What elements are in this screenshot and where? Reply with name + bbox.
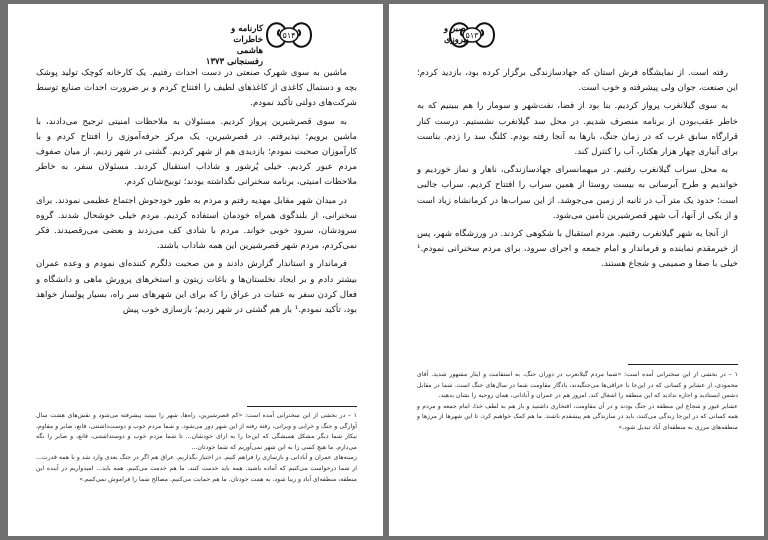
- footnote: ۱ – در بخشی از این سخنرانی آمده است: «شما مردم گیلانغرب در دوران جنگ، به استقامت و ایثار مشهور شدید. آقای محمودی، از عشایر و کسانی که در این‌جا با عراقی‌ها می‌جنگیدند، یادگار مقاومت شما در سال‌های جنگ است. شما در مقابل دشمن ایستادید و اجازه ندادید که این منطقه را اشغال کند. امروز هم در عمران و آبادانی، همان روحیه را نشان بدهید.: [417, 371, 738, 400]
- paragraph: به سوی قصرشیرین پرواز کردیم. مسئولان به ملاحظات امنیتی ترجیح می‌دادند، با ماشین برویم؛ نپذیرفتم. در قصرشیرین، یک مرکز حرفه‌آموزی را افتتاح کردم و با کارآموزان صحبت نمودم؛ بازدیدی هم از شهر کردیم. گشتی در شهر زدیم. از میان صفوف مردم عبور کردیم. خیلی پُرشور و شاداب استقبال کردند. مسئولان سفر، به خاطر ملاحظات امنیتی، برنامه سخنرانی نگذاشته بودند؛ توبیخ‌شان کردم.: [36, 116, 357, 188]
- header-title: کارنامه و خاطرات: [231, 24, 263, 45]
- ornament-icon: [263, 18, 315, 52]
- footnote-divider: [247, 406, 357, 407]
- header-subtitle: پیروزی: [444, 35, 469, 45]
- footnote-divider: [628, 364, 738, 365]
- footnotes: [36, 411, 357, 485]
- page-header: [8, 12, 383, 67]
- paragraph: ماشین به سوی شهرک صنعتی در دست احداث رفتیم. یک کارخانه کوچک تولید پوشک بچه و دستمال کاغذی از کاغذهای لطیف را افتتاح کردم و بر ضرورت احداث صنایع توسط شرکت‌های دولتی تأکید نمودم.: [36, 68, 357, 109]
- header-text: [203, 24, 263, 68]
- page-left: [8, 4, 383, 536]
- header-text: [444, 24, 504, 46]
- header-title: صبر و: [444, 24, 466, 34]
- page-right: [389, 4, 764, 536]
- paragraph: به محل سراب گیلانغرب رفتیم. در میهمانسرای جهادسازندگی، ناهار و نماز خوردیم و خواندیم و طرح آبرسانی به بیست روستا از همین سراب را افتتاح کردیم. سراب جالبی است؛ حدود یک متر آب در ثانیه از زمین می‌جوشد. از این سراب‌ها در کرمانشاه زیاد است و از یکی از آنها، آب شهر قصرشیرین تأمین می‌شود.: [417, 165, 738, 221]
- page-number: ۵۱۳: [465, 31, 479, 40]
- paragraph: رفته است. از نمایشگاه فرش استان که جهادسازندگی برگزار کرده بود، بازدید کردم؛ این صنعت، جوان ولی پیشرفته و خوب است.: [417, 68, 738, 94]
- paragraph: فرماندار و استاندار گزارش دادند و من صحبت دلگرم کننده‌ای نمودم و وعده عمران بیشتر دادم و بر ایجاد نخلستان‌ها و باغات زیتون و استخرهای پرورش ماهی و دانشگاه و فعال کردن سفر به عتبات در عراق را که برای این شهرهای سر راه، بسیار پولساز خواهد بود، تأکید نمودم.¹ باز هم گشتی در شهر زدیم؛ بازسازی خوب پیش: [36, 259, 357, 316]
- paragraph: از آنجا به شهر گیلانغرب رفتیم. مردم استقبال با شکوهی کردند. در ورزشگاه شهر، پس از خیرمقدم نماینده و فرماندار و امام جمعه و اجرای سرود، برای مردم سخنرانی نمودم.¹ خیلی با صفا و صمیمی و شجاع هستند.: [417, 229, 738, 270]
- page-header: [389, 12, 764, 62]
- header-subtitle: هاشمی رفسنجانی ۱۳۷۳: [205, 46, 263, 67]
- footnotes: [417, 370, 738, 434]
- footnote: ۱ – در بخشی از این سخنرانی آمده است: «کم قصرشیرین، راه‌ها، شهر را ببینید پیشرفته می‌شود و نقش‌های هشت سال آوارگی و جنگ و خرابی و ویرانی، رفته رفته از این شهر دور می‌شود. و شما مردم خوب و دوست‌داشتنی، قانع، صابر و مقاوم، بیکار شما دیگر مشکل همیشگی که این‌جا را به ازای خودشان... تا شما مردم خوب و دوستداشتنی، قانع، و صابر را نگه می‌دارم. ما هیچ کسی را به این شهر نمی‌آوریم که شما خودتان...: [36, 412, 357, 451]
- footnote: زمینه‌های عمران و آبادانی و بازسازی را فراهم کنیم. در اختیار بگذاریم. عراق هم اگر در جنگ بعدی وارد شد و با همه قدرت... از شما درخواست می‌کنیم که آماده باشید. همه باید خدمت کنند. ما هم خدمت می‌کنیم. همه باید... امیدواریم در آینده این منطقه، منطقه‌ای آباد و زیبا شود، به همت خودتان. ما هم حمایت می‌کنیم. مصالح شما را فراموش نمی‌کنیم.»: [36, 454, 357, 483]
- paragraph: در میدان شهر مقابل مهدیه رفتم و مردم به طور خودجوش اجتماع عظیمی نمودند. برای سخنرانی، از بلندگوی همراه خودمان استفاده کردیم. مردم خیلی خوشحال شدند. گروه سرودشان، سرود خوبی خواند. مردم با شادی کف می‌زدند و بعضی می‌رقصیدند. فکر نمی‌کردم، مردم شهر قصرشیرین این همه شاداب باشند.: [36, 195, 357, 252]
- footnote: عشایر غیور و شجاع این منطقه در جنگ بودند و در آن مقاومت، افتخاری داشتید و باز هم به لطف خدا، امام جمعه و مردم و همه کسانی که در این‌جا زندگی می‌کنند، باید در سازندگی هم پیشقدم باشند. ما هم کمک خواهیم کرد، تا این شهرها از مرزها و منطقه‌های مرزی به منطقه‌ای آباد تبدیل شود.»: [417, 402, 738, 431]
- page-number: ۵۱۴: [282, 31, 296, 40]
- body-text: [417, 66, 738, 276]
- body-text: [36, 66, 357, 321]
- paragraph: به سوی گیلانغرب پرواز کردیم. بنا بود از فضا، نفت‌شهر و سومار را هم ببینیم که به خاطر عقب‌بودن از برنامه منصرف شدیم. در محل سد گیلانغرب نشستیم. درست کنار قرارگاه سابق غرب که در زمان جنگ، بارها به آنجا رفته بودم. کلنگ سد را زدم. بناست برای آبیاری چهار هزار هکتار، آب را کنترل کند.: [417, 101, 738, 158]
